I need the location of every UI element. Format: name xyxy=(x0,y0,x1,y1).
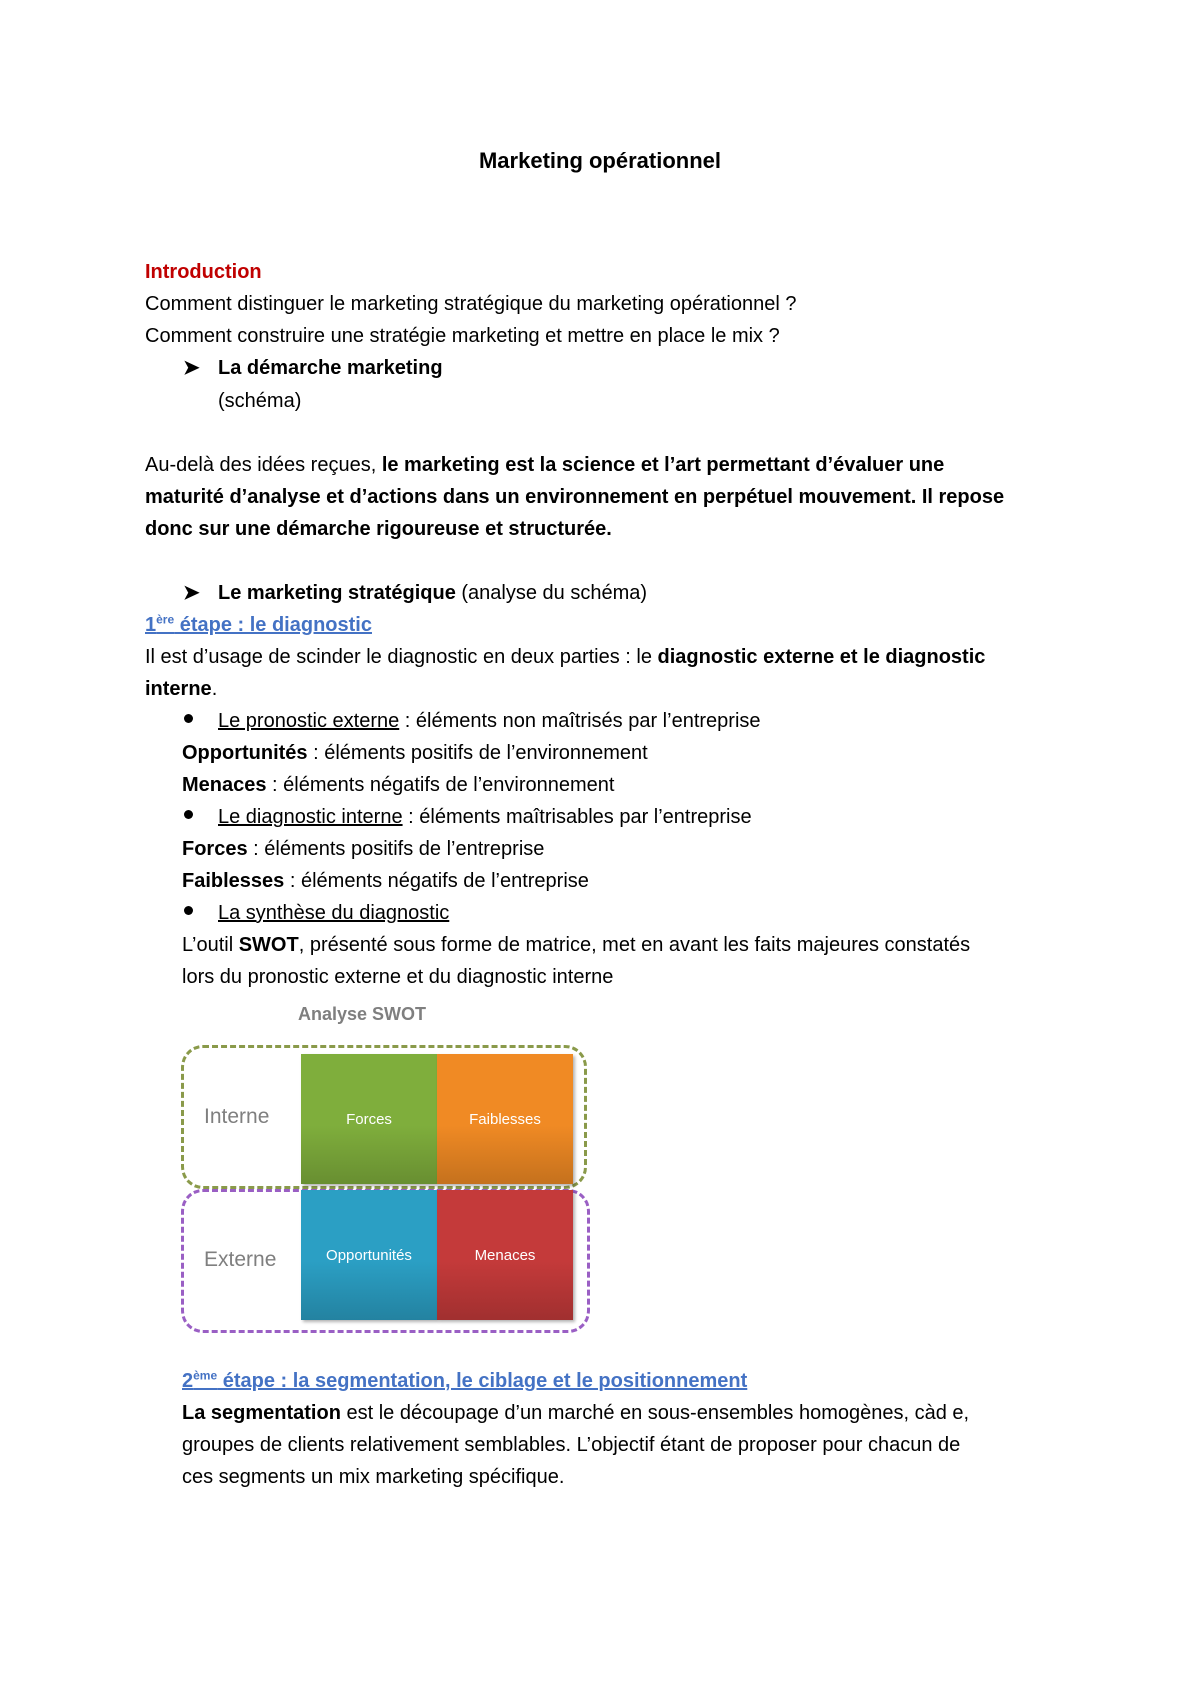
definition-line xyxy=(182,836,544,862)
paragraph-text: L’outil xyxy=(182,934,239,956)
paragraph-line: donc sur une démarche rigoureuse et structurée. xyxy=(145,518,612,540)
swot-forces-label: Forces xyxy=(346,1110,392,1128)
etape1-number: 1 xyxy=(145,614,157,636)
bullet-icon xyxy=(184,906,193,915)
paragraph-line: ces segments un mix marketing spécifique. xyxy=(182,1466,565,1488)
bullet-text: : éléments maîtrisables par l’entreprise xyxy=(402,806,752,828)
definition-text: : éléments négatifs de l’entreprise xyxy=(284,870,589,892)
paragraph-bold-text: La segmentation xyxy=(182,1402,341,1424)
paragraph-line xyxy=(145,676,217,702)
schema-label: (schéma) xyxy=(218,390,302,412)
paragraph-bold-text: diagnostic externe et le diagnostic xyxy=(657,646,986,668)
paragraph-text: Au-delà des idées reçues, xyxy=(145,454,382,476)
swot-opportunites-cell xyxy=(301,1190,437,1320)
bullet-icon xyxy=(184,810,193,819)
etape1-superscript: ère xyxy=(156,612,175,627)
strategique-line xyxy=(218,580,647,606)
arrow-bullet-icon: ➤ xyxy=(183,582,200,604)
paragraph-line: lors du pronostic externe et du diagnostic interne xyxy=(182,966,614,988)
definition-line xyxy=(182,772,614,798)
definition-line xyxy=(182,868,589,894)
definition-label: Faiblesses xyxy=(182,870,285,892)
bullet-line xyxy=(218,708,761,734)
definition-label: Forces xyxy=(182,838,248,860)
definition-text: : éléments positifs de l’entreprise xyxy=(247,838,545,860)
definition-text: : éléments négatifs de l’environnement xyxy=(266,774,615,796)
definition-label: Menaces xyxy=(182,774,267,796)
arrow-bullet-icon: ➤ xyxy=(183,357,200,379)
swot-forces-cell xyxy=(301,1054,437,1184)
demarche-label: La démarche marketing xyxy=(218,357,443,379)
paragraph-line xyxy=(182,1400,969,1426)
swot-title: Analyse SWOT xyxy=(298,1004,427,1024)
intro-question-1: Comment distinguer le marketing stratégique du marketing opérationnel ? xyxy=(145,293,797,315)
bullet-line xyxy=(218,804,752,830)
paragraph-text: , présenté sous forme de matrice, met en avant les faits majeures constatés xyxy=(298,934,971,956)
paragraph-line xyxy=(182,932,970,958)
paragraph-text: est le découpage d’un marché en sous-ensembles homogènes, càd e, xyxy=(340,1402,970,1424)
paragraph-bold-text: SWOT xyxy=(238,934,299,956)
swot-menaces-label: Menaces xyxy=(474,1246,536,1264)
intro-question-2: Comment construire une stratégie marketing et mettre en place le mix ? xyxy=(145,325,780,347)
bullet-label: Le pronostic externe xyxy=(218,710,400,732)
etape2-number: 2 xyxy=(182,1370,194,1392)
paragraph-line xyxy=(145,644,985,670)
etape1-heading xyxy=(145,612,372,638)
paragraph-text: . xyxy=(211,678,218,700)
swot-faiblesses-cell xyxy=(437,1054,573,1184)
etape2-superscript: ème xyxy=(193,1368,218,1383)
etape2-heading xyxy=(182,1368,747,1394)
etape1-title: étape : le diagnostic xyxy=(174,614,372,636)
definition-text: : éléments positifs de l’environnement xyxy=(307,742,648,764)
paragraph-bold-text: le marketing est la science et l’art permettant d’évaluer une xyxy=(381,454,945,476)
swot-externe-label: Externe xyxy=(204,1248,277,1271)
swot-faiblesses-label: Faiblesses xyxy=(469,1110,541,1128)
definition-label: Opportunités xyxy=(182,742,308,764)
bullet-text: : éléments non maîtrisés par l’entreprise xyxy=(399,710,761,732)
bullet-icon xyxy=(184,714,193,723)
definition-line xyxy=(182,740,648,766)
swot-opportunites-label: Opportunités xyxy=(326,1246,412,1264)
page-title: Marketing opérationnel xyxy=(478,148,722,173)
strategique-note: (analyse du schéma) xyxy=(455,582,648,604)
paragraph-text: Il est d’usage de scinder le diagnostic en deux parties : le xyxy=(145,646,658,668)
swot-interne-label: Interne xyxy=(204,1105,270,1128)
strategique-label: Le marketing stratégique xyxy=(218,582,456,604)
bullet-label: La synthèse du diagnostic xyxy=(218,902,450,924)
paragraph-line xyxy=(145,452,944,478)
paragraph-line: groupes de clients relativement semblables. L’objectif étant de proposer pour chacun de xyxy=(182,1434,961,1456)
bullet-label: Le diagnostic interne xyxy=(218,806,403,828)
swot-menaces-cell xyxy=(437,1190,573,1320)
paragraph-bold-text: interne xyxy=(145,678,212,700)
paragraph-line: maturité d’analyse et d’actions dans un environnement en perpétuel mouvement. Il repose xyxy=(145,486,1005,508)
intro-heading: Introduction xyxy=(145,261,262,283)
etape2-title: étape : la segmentation, le ciblage et le positionnement xyxy=(217,1370,748,1392)
